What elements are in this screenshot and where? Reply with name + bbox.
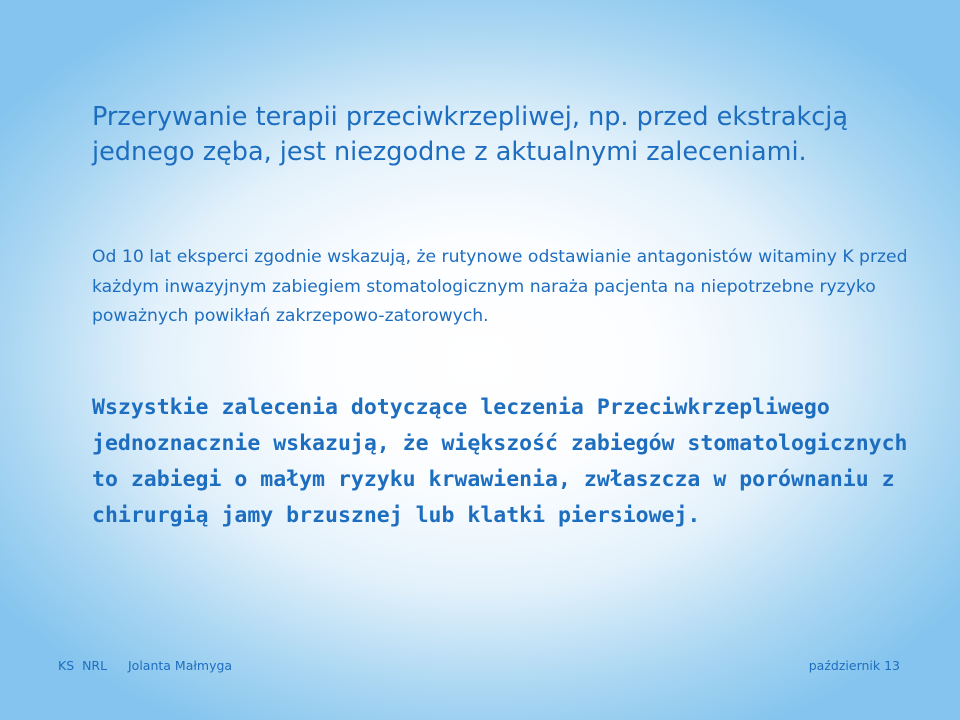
slide-title: Przerywanie terapii przeciwkrzepliwej, np. przed ekstrakcją jednego zęba, jest niezgodne z aktualnymi zaleceniami. (92, 102, 849, 167)
slide-footer (0, 658, 960, 678)
footer-author: Jolanta Małmyga (128, 658, 233, 673)
slide-paragraph-1: Od 10 lat eksperci zgodnie wskazują, że rutynowe odstawianie antagonistów witaminy K przed każdym inwazyjnym zabiegiem stomatologicznym naraża pacjenta na niepotrzebne ryzyko poważnych powikłań zakrzepowo-zatorowych. (92, 247, 908, 326)
footer-date: październik 13 (808, 658, 900, 673)
footer-organization: KS NRL (58, 658, 108, 673)
slide-paragraph-2: Wszystkie zalecenia dotyczące leczenia Przeciwkrzepliwego jednoznacznie wskazują, że większość zabiegów stomatologicznych to zabiegi o małym ryzyku krwawienia, zwłaszcza w porównaniu z chirurgią jamy brzusznej lub klatki piersiowej. (92, 395, 908, 528)
